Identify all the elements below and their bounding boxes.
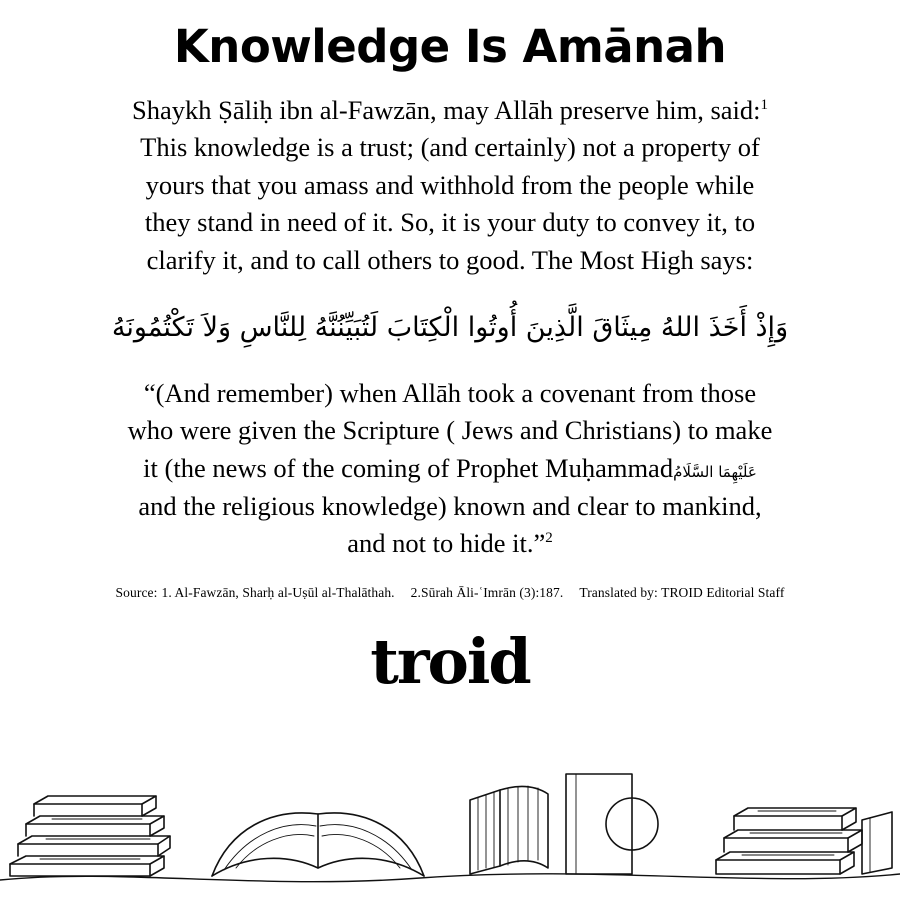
attribution-line xyxy=(70,92,830,130)
troid-logo: troid xyxy=(370,624,530,698)
quote-line-3-text: it (the news of the coming of Prophet Muḥammad xyxy=(143,453,674,484)
page-title: Knowledge Is Amānah xyxy=(173,20,727,73)
intro-line-2: yours that you amass and withhold from the people while xyxy=(145,169,755,200)
intro-line-3: they stand in need of it. So, it is your duty to convey it, to xyxy=(144,207,756,238)
intro-line-4: clarify it, and to call others to good. The Most High says: xyxy=(146,245,754,275)
intro-text-block xyxy=(70,92,830,280)
attribution-text: Shaykh Ṣāliḥ ibn al-Fawzān, may Allāh preserve him, said: xyxy=(131,94,761,125)
source-footnote xyxy=(50,585,850,601)
source-note-2: 2.Sūrah Āli-ʿImrān (3):187. xyxy=(410,584,564,600)
quote-line-5 xyxy=(60,525,840,563)
poster-page xyxy=(0,22,900,922)
quote-line-3 xyxy=(60,450,840,488)
arabic-verse: وَإِذْ أَخَذَ اللهُ مِيثَاقَ الَّذِينَ أُوتُوا الْكِتَابَ لَتُبَيِّنُنَّهُ لِلنَّاسِ وَلاَ تَكْتُمُونَهُ xyxy=(111,311,789,343)
source-translator: Translated by: TROID Editorial Staff xyxy=(579,584,785,600)
salutation-arabic: عَلَيْهِمَا السَّلَامُ xyxy=(673,463,757,482)
quote-line-2: who were given the Scripture ( Jews and Christians) to make xyxy=(127,415,773,446)
quote-footnote-marker: 2 xyxy=(545,530,553,547)
quote-line-5-text: and not to hide it.” xyxy=(347,528,546,559)
attribution-footnote-marker: 1 xyxy=(760,96,768,113)
source-note-1: 1. Al-Fawzān, Sharḥ al-Uṣūl al-Thalāthah. xyxy=(161,584,395,600)
quote-line-4: and the religious knowledge) known and clear to mankind, xyxy=(138,490,762,521)
quote-line-1: “(And remember) when Allāh took a covenant from those xyxy=(143,377,757,408)
translation-quote-block xyxy=(60,375,840,563)
intro-line-1: This knowledge is a trust; (and certainly) not a property of xyxy=(140,132,760,163)
source-label: Source: xyxy=(115,584,158,600)
books-illustration xyxy=(0,728,900,908)
